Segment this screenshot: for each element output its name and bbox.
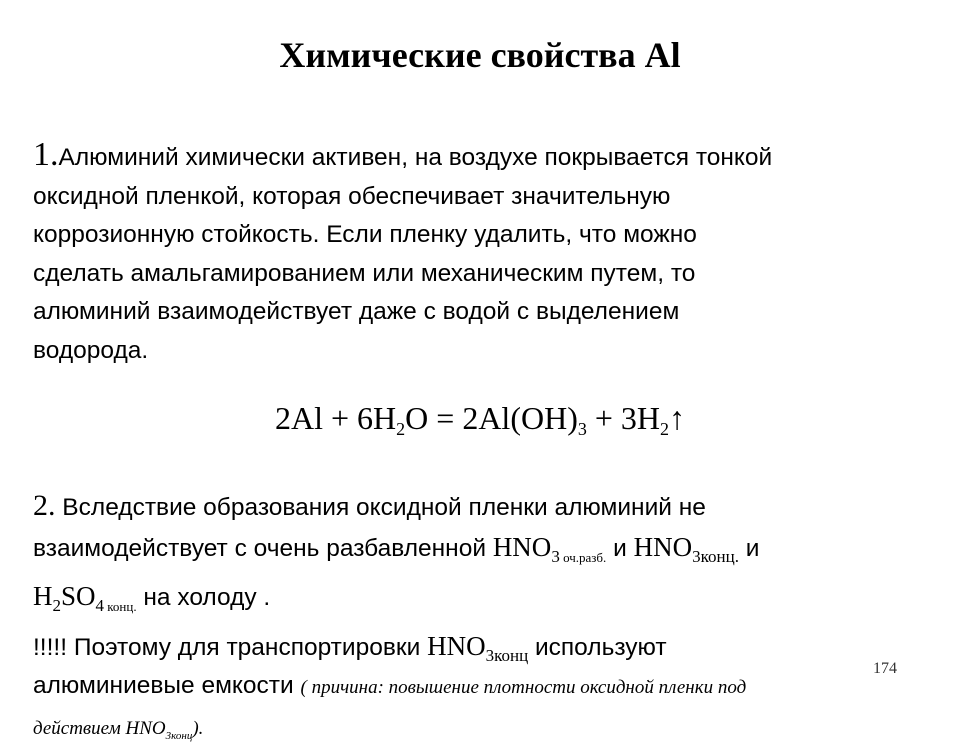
formula-sub: 3	[551, 546, 560, 566]
reason-note-continued	[33, 717, 204, 742]
eq-sub-2: 3	[577, 419, 587, 439]
reaction-equation	[0, 400, 960, 437]
eq-part-2: O = 2Al(OH)	[405, 400, 578, 436]
reason-note: ( причина: повышение плотности оксидной пленки под	[300, 677, 747, 698]
section-2-text	[33, 487, 943, 748]
formula-text: HNO	[492, 531, 552, 562]
formula-hno3-dilute	[492, 531, 560, 566]
section-1-text	[33, 136, 933, 370]
section-2-line-4: !!!!! Поэтому для транспортировки	[33, 633, 428, 661]
formula-sub: 2	[52, 596, 61, 615]
section-1-line-2: оксидной пленкой, которая обеспечивает значительную	[33, 182, 671, 210]
section-1-line-5: алюминий взаимодействует даже с водой с выделением	[33, 298, 680, 325]
page-number: 174	[873, 660, 897, 677]
formula-text: SO	[61, 581, 96, 611]
formula-text: HNO	[633, 531, 693, 562]
formula-text: H	[33, 581, 53, 611]
reason-end: ).	[192, 717, 204, 739]
reason-text: действием HNO	[33, 717, 166, 739]
formula-sub: 3конц.	[692, 546, 739, 566]
section-2-line-5: алюминиевые емкости	[33, 672, 301, 699]
formula-sub: 4	[95, 596, 105, 615]
formula-hno3-conc-2	[427, 630, 529, 665]
section-2-line-4-end: используют	[528, 633, 667, 661]
section-1-line-6: водорода.	[33, 336, 149, 364]
section-1-line-4: сделать амальгамированием или механическим путем, то	[33, 259, 696, 287]
section-2-number: 2.	[33, 489, 56, 522]
section-1-line-1: Алюминий химически активен, на воздухе покрывается тонкой	[58, 144, 773, 171]
dilute-note: оч.разб.	[559, 549, 607, 565]
reason-sub: 3конц	[165, 729, 193, 742]
conjunction-2: и	[738, 534, 760, 562]
conjunction: и	[606, 534, 634, 562]
gas-arrow-icon: ↑	[669, 400, 685, 436]
section-2-line-3: на холоду .	[136, 584, 271, 611]
eq-sub-1: 2	[396, 419, 406, 439]
section-2-line-1: Вследствие образования оксидной пленки алюминий не	[55, 494, 706, 521]
slide-title: Химические свойства Al	[279, 35, 681, 75]
eq-sub-3: 2	[660, 419, 669, 439]
formula-hno3-conc	[633, 531, 739, 566]
formula-text: HNO	[427, 630, 486, 661]
formula-sub: 3конц	[485, 645, 529, 665]
section-2-line-2: взаимодействует с очень разбавленной	[33, 534, 493, 562]
eq-part-1: 2Al + 6H	[275, 400, 397, 436]
section-1-line-3: коррозионную стойкость. Если пленку удалить, что можно	[33, 221, 697, 248]
formula-h2so4	[33, 581, 105, 615]
eq-part-3: + 3H	[586, 400, 660, 436]
conc-note: конц.	[104, 599, 137, 614]
section-1-number: 1.	[33, 136, 59, 173]
